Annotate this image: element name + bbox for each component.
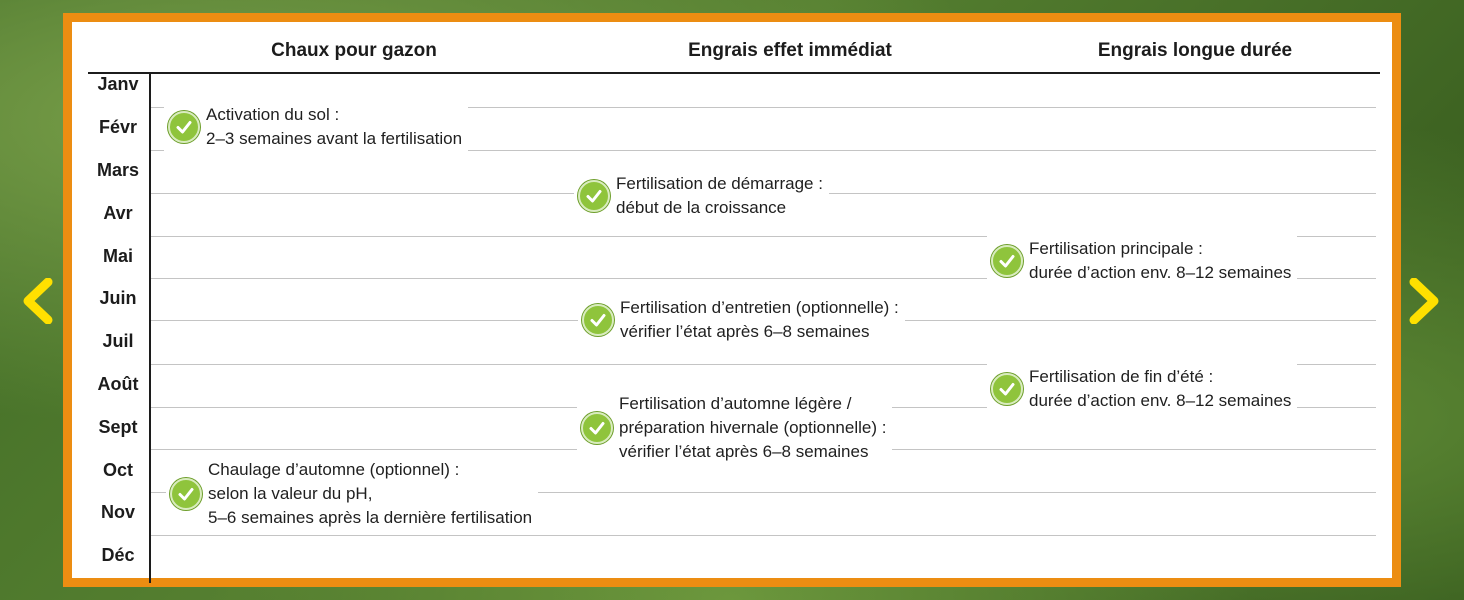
- entry-detail: début de la croissance: [616, 198, 787, 217]
- month-label: Mars: [96, 160, 140, 180]
- entry-title: Fertilisation de fin d’été :: [1029, 367, 1214, 386]
- column-header-longue: Engrais longue durée: [1097, 40, 1293, 61]
- calendar-panel: [72, 22, 1392, 578]
- month-label: Avr: [103, 203, 133, 223]
- month-label: Sept: [98, 417, 138, 437]
- check-circle-icon: [582, 304, 614, 336]
- check-circle-icon: [991, 245, 1023, 277]
- check-circle-icon: [581, 412, 613, 444]
- month-label: Juil: [102, 331, 134, 351]
- chevron-left-icon: [20, 278, 56, 324]
- month-label: Juin: [99, 288, 137, 308]
- entry-detail: vérifier l’état après 6–8 semaines: [619, 442, 869, 461]
- calendar-frame: [63, 13, 1401, 587]
- entry-fertilisation-automne: [577, 388, 892, 468]
- month-label: Janv: [97, 74, 139, 94]
- entry-title: Activation du sol :: [206, 105, 340, 124]
- month-label: Août: [97, 374, 139, 394]
- month-label: Déc: [101, 545, 135, 565]
- column-header-immediat: Engrais effet immédiat: [688, 40, 892, 61]
- entry-fertilisation-demarrage: [574, 168, 829, 224]
- next-arrow-button[interactable]: [1406, 278, 1442, 324]
- entry-detail: préparation hivernale (optionnelle) :: [619, 418, 887, 437]
- entry-detail: 2–3 semaines avant la fertilisation: [206, 129, 463, 148]
- month-label: Mai: [102, 246, 133, 266]
- month-label: Oct: [102, 460, 133, 480]
- column-header-chaux: Chaux pour gazon: [271, 40, 437, 61]
- check-circle-icon: [170, 478, 202, 510]
- entry-detail: durée d’action env. 8–12 semaines: [1029, 263, 1292, 282]
- entry-detail: selon la valeur du pH,: [208, 484, 373, 503]
- row-divider: [151, 535, 1376, 536]
- entry-detail: 5–6 semaines après la dernière fertilisation: [208, 508, 533, 527]
- entry-fertilisation-entretien: [578, 292, 905, 348]
- entry-detail: durée d’action env. 8–12 semaines: [1029, 391, 1292, 410]
- header-divider: [88, 72, 1380, 74]
- entry-detail: vérifier l’état après 6–8 semaines: [620, 322, 870, 341]
- entry-title: Fertilisation principale :: [1029, 239, 1203, 258]
- month-label: Févr: [98, 117, 138, 137]
- entry-title: Fertilisation d’entretien (optionnelle) :: [620, 298, 899, 317]
- entry-title: Chaulage d’automne (optionnel) :: [208, 460, 460, 479]
- entry-fertilisation-fin-ete: [987, 361, 1297, 417]
- prev-arrow-button[interactable]: [20, 278, 56, 324]
- entry-fertilisation-principale: [987, 233, 1297, 289]
- month-label: Nov: [100, 502, 135, 522]
- check-circle-icon: [991, 373, 1023, 405]
- entry-chaulage-automne: [166, 454, 538, 534]
- entry-title: Fertilisation d’automne légère /: [619, 394, 852, 413]
- check-circle-icon: [168, 111, 200, 143]
- check-circle-icon: [578, 180, 610, 212]
- entry-title: Fertilisation de démarrage :: [616, 174, 823, 193]
- chevron-right-icon: [1406, 278, 1442, 324]
- entry-activation-sol: [164, 99, 468, 155]
